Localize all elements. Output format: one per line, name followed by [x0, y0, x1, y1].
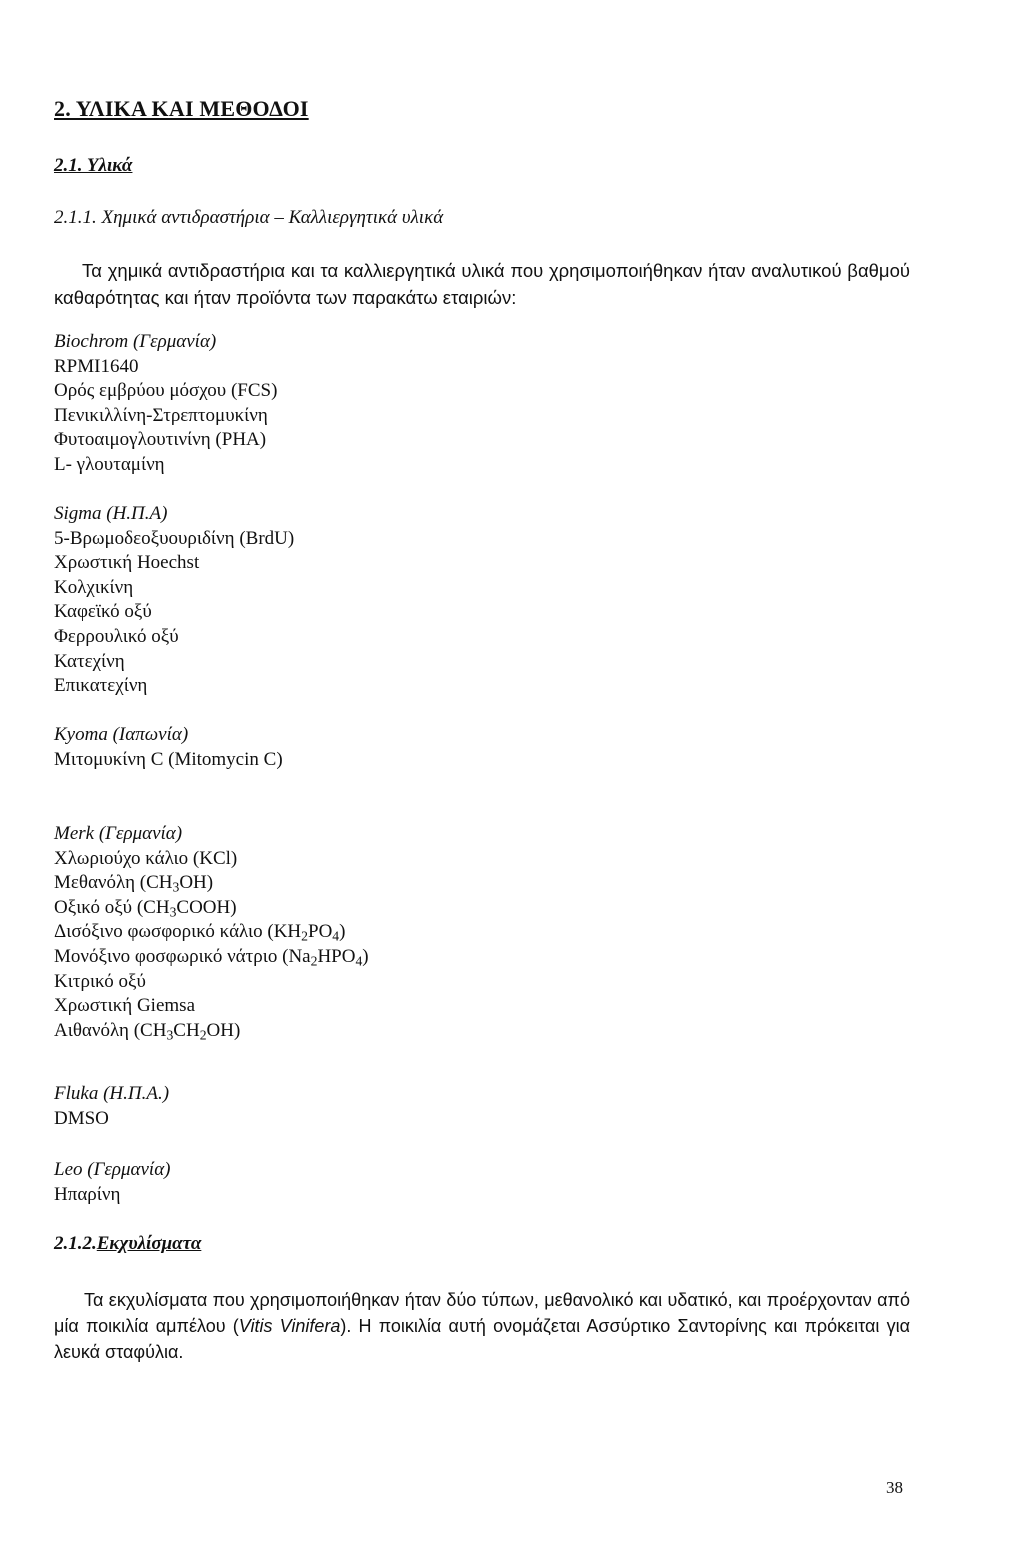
species-name: Vitis Vinifera: [238, 1316, 341, 1336]
section-title: Εκχυλίσματα: [96, 1233, 202, 1254]
list-item: Αιθανόλη $(CH_3CH_2OH)$: [54, 1019, 241, 1043]
list-item: Μονόξινο φοσφωρικό νάτριο $(Na_2HPO_4)$: [54, 945, 369, 969]
list-item: Επικατεχίνη: [54, 675, 148, 697]
page-number: 38: [886, 1478, 903, 1497]
list-item: Κιτρικό οξύ: [54, 970, 146, 992]
supplier-name: Leo (Γερμανία): [54, 1159, 171, 1180]
list-item: Οξικό οξύ $(CH_3COOH)$: [54, 896, 237, 920]
supplier-name: Fluka (Η.Π.Α.): [54, 1083, 170, 1104]
list-item: Ηπαρίνη: [54, 1183, 121, 1205]
supplier-kyoma: [54, 723, 283, 772]
supplier-biochrom: [54, 330, 277, 478]
intro-paragraph: Τα χημικά αντιδραστήρια και τα καλλιεργητικά υλικά που χρησιμοποιήθηκαν ήταν αναλυτικού βαθμού καθαρότητας και ήταν προϊόντα των παρακάτω εταιριών:: [54, 260, 910, 308]
list-item: Κολχικίνη: [54, 576, 134, 598]
chapter-heading: 2. ΥΛΙΚΑ ΚΑΙ ΜΕΘΟΔΟΙ: [54, 96, 309, 121]
list-item: Μεθανόλη $(CH_3OH)$: [54, 872, 214, 895]
subsection-heading: 2.1.1. Χημικά αντιδραστήρια – Καλλιεργητικά υλικά: [54, 207, 444, 228]
list-item: L- γλουταμίνη: [54, 453, 165, 475]
list-item: Μιτομυκίνη C (Mitomycin C): [54, 748, 283, 770]
list-item: 5-Βρωμοδεοξυουριδίνη (BrdU): [54, 527, 295, 549]
supplier-leo: [54, 1158, 171, 1207]
supplier-name: Biochrom (Γερμανία): [54, 331, 217, 352]
list-item: Δισόξινο φωσφορικό κάλιο $(KH_2PO_4)$: [54, 921, 346, 944]
list-item: Χρωστική Hoechst: [54, 552, 200, 574]
supplier-fluka: [54, 1082, 169, 1131]
section-212-heading: [54, 1233, 201, 1255]
list-item: Χλωριούχο κάλιο (KCl): [54, 847, 238, 869]
list-item: Φυτοαιμογλουτινίνη (PHA): [54, 429, 267, 451]
list-item: RPMI1640: [54, 355, 139, 377]
section-212-paragraph: Τα εκχυλίσματα που χρησιμοποιήθηκαν ήταν δύο τύπων, μεθανολικό και υδατικό, και προέρχονταν από μία ποικιλία αμπέλου (Vitis Vinifera). Η ποικιλία αυτή ονομάζεται Ασσύρτικο Σαντορίνης και πρόκειται για λευκά σταφύλια.: [54, 1290, 910, 1362]
list-item: Ορός εμβρύου μόσχου (FCS): [54, 380, 278, 402]
supplier-merk: [54, 822, 369, 1043]
list-item: DMSO: [54, 1107, 109, 1129]
section-heading: 2.1. Υλικά: [54, 155, 133, 176]
supplier-name: Merk (Γερμανία): [54, 823, 183, 844]
list-item: Χρωστική Giemsa: [54, 995, 195, 1017]
list-item: Φερρουλικό οξύ: [54, 625, 179, 647]
list-item: Καφεϊκό οξύ: [54, 601, 152, 623]
list-item: Πενικιλλίνη-Στρεπτομυκίνη: [54, 404, 268, 426]
list-item: Κατεχίνη: [54, 650, 125, 672]
section-number: 2.1.2.: [54, 1233, 97, 1254]
supplier-sigma: [54, 502, 294, 699]
supplier-name: Kyoma (Ιαπωνία): [54, 724, 189, 745]
supplier-name: Sigma (Η.Π.Α): [54, 503, 168, 524]
